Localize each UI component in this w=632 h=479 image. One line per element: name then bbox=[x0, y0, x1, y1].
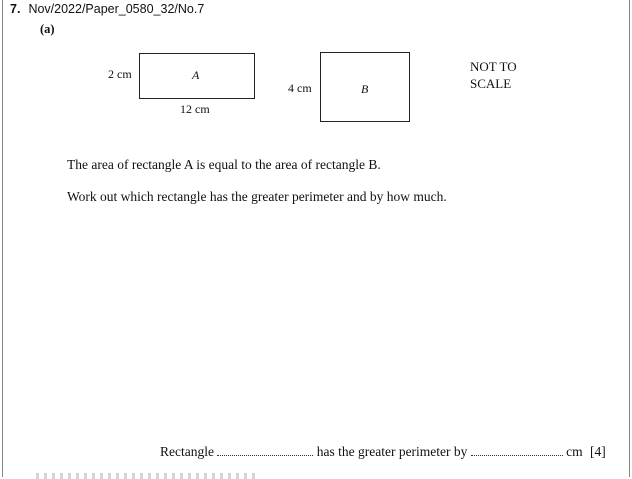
rect-a-height-label: 2 cm bbox=[108, 67, 132, 81]
question-reference: Nov/2022/Paper_0580_32/No.7 bbox=[28, 2, 205, 16]
rectangle-a bbox=[139, 53, 255, 99]
rectangle-b bbox=[320, 52, 410, 122]
answer-prefix: Rectangle bbox=[160, 444, 214, 459]
rectangle-a-letter: A bbox=[192, 68, 200, 82]
answer-line bbox=[160, 444, 606, 460]
not-to-scale-note bbox=[470, 58, 517, 92]
statement-text: The area of rectangle A is equal to the area of rectangle B. bbox=[67, 157, 381, 172]
marks-label: [4] bbox=[590, 444, 606, 459]
instruction-text: Work out which rectangle has the greater perimeter and by how much. bbox=[67, 189, 447, 204]
answer-middle-text: has the greater perimeter by bbox=[316, 444, 468, 459]
rectangle-b-letter: B bbox=[361, 82, 369, 96]
answer-unit: cm bbox=[566, 444, 583, 459]
answer-rectangle-blank[interactable] bbox=[217, 445, 313, 456]
note-line-1: NOT TO bbox=[470, 59, 517, 74]
rect-b-side-label: 4 cm bbox=[288, 81, 312, 95]
question-number: 7. bbox=[10, 2, 21, 16]
part-label: (a) bbox=[40, 22, 55, 36]
question-header bbox=[10, 2, 204, 16]
cut-off-next-line bbox=[36, 473, 256, 479]
rect-a-width-label: 12 cm bbox=[180, 102, 210, 116]
answer-perimeter-blank[interactable] bbox=[471, 445, 563, 456]
page-frame bbox=[2, 0, 630, 477]
note-line-2: SCALE bbox=[470, 76, 512, 91]
